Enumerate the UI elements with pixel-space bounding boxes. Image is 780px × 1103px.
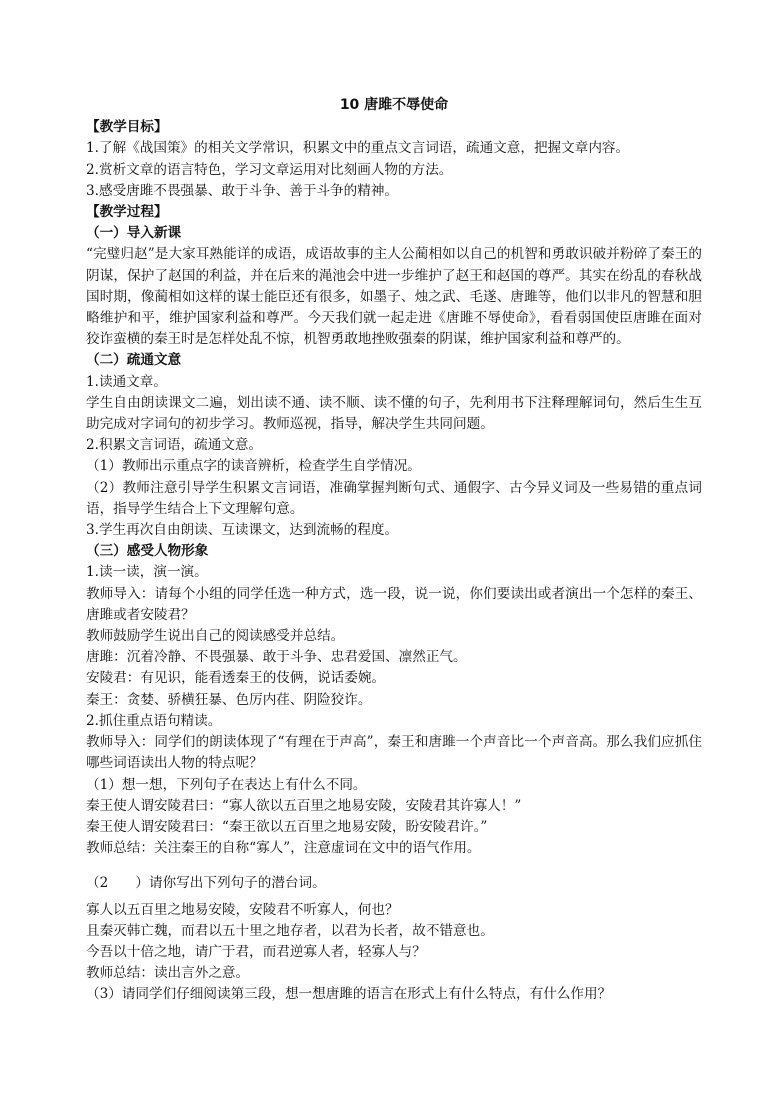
character-line: 教师鼓励学生说出自己的阅读感受并总结。 [86, 628, 345, 645]
comprehension-line: 1.读通文章。 [86, 373, 167, 390]
document-body [86, 95, 702, 1006]
subtext-line: 且秦灭韩亡魏，而君以五十里之地存者，以君为长者，故不错意也。 [86, 922, 494, 939]
objective-item-1: 1.了解《战国策》的相关文学常识，积累文中的重点文言词语，疏通文意，把握文章内容。 [86, 140, 630, 157]
character-line: 2.抓住重点语句精读。 [86, 712, 222, 729]
subheading-comprehension: （二）疏通文意 [86, 352, 182, 369]
comprehension-line: 学生自由朗读课文二遍，划出读不通、读不顺、读不懂的句子，先利用书下注释理解词句，然后生生互助完成对字词句的初步学习。教师巡视，指导，解决学生共同问题。 [86, 394, 702, 433]
subheading-intro: （一）导入新课 [86, 225, 182, 242]
section-heading-process: 【教学过程】 [86, 204, 168, 221]
subtext-line: 今吾以十倍之地，请广于君，而君逆寡人者，轻寡人与？ [86, 943, 426, 960]
character-line: 1.读一读，演一演。 [86, 564, 208, 581]
comprehension-line: 2.积累文言词语，疏通文意。 [86, 437, 263, 454]
character-line: 教师总结：关注秦王的自称“寡人”，注意虚词在文中的语气作用。 [86, 840, 481, 857]
character-line: 唐雎：沉着冷静、不畏强暴、敢于斗争、忠君爱国、凛然正气。 [86, 649, 467, 666]
objective-item-2: 2.赏析文章的语言特色，学习文章运用对比刻画人物的方法。 [86, 161, 453, 178]
section-heading-objectives: 【教学目标】 [86, 119, 168, 136]
subtext-line: （3）请同学们仔细阅读第三段，想一想唐雎的语言在形式上有什么特点，有什么作用？ [86, 986, 612, 1003]
character-line: 教师导入：请每个小组的同学任选一种方式，选一段，说一说，你们要读出或者演出一个怎样的秦王、唐雎或者安陵君？ [86, 585, 702, 623]
objective-item-3: 3.感受唐雎不畏强暴、敢于斗争、善于斗争的精神。 [86, 182, 399, 199]
subheading-characters: （三）感受人物形象 [86, 543, 209, 560]
subtext-line: 教师总结：读出言外之意。 [86, 965, 250, 982]
character-line: 安陵君：有见识，能看透秦王的伎俩，说话委婉。 [86, 670, 386, 687]
character-line: 秦王：贪婪、骄横狂暴、色厉内荏、阴险狡诈。 [86, 691, 372, 708]
comprehension-line: （1）教师出示重点字的读音辨析，检查学生自学情况。 [86, 458, 421, 475]
character-line: 教师导入：同学们的朗读体现了“有理在于声高”，秦王和唐雎一个声音比一个声音高。那么我们应抓住哪些词语读出人物的特点呢？ [86, 734, 702, 772]
document-title: 10 唐雎不辱使命 [339, 97, 449, 113]
comprehension-line: （2）教师注意引导学生积累文言词语，准确掌握判断句式、通假字、古今异义词及一些易错的重点词语，指导学生结合上下文理解句意。 [86, 479, 702, 517]
character-line: 秦王使人谓安陵君曰：“寡人欲以五百里之地易安陵，安陵君其许寡人！” [86, 797, 522, 814]
character-line: 秦王使人谓安陵君曰：“秦王欲以五百里之地易安陵，盼安陵君许。” [86, 818, 488, 835]
subtext-line: 寡人以五百里之地易安陵，安陵君不听寡人，何也？ [86, 901, 399, 918]
comprehension-line: 3.学生再次自由朗读、互读课文，达到流畅的程度。 [86, 522, 399, 539]
intro-paragraph: “完璧归赵”是大家耳熟能详的成语，成语故事的主人公蔺相如以自己的机智和勇敢识破并粉碎了秦王的阴谋，保护了赵国的利益，并在后来的渑池会中进一步维护了赵王和赵国的尊严。其实在纷乱的春秋战国时期，像蔺相如这样的谋士能臣还有很多，如墨子、烛之武、毛遂、唐雎等，他们以非凡的智慧和胆略维护和平，维护国家利益和尊严。今天我们就一起走进《唐雎不辱使命》，看看弱国使臣唐雎在面对狡诈蛮横的秦王时是怎样处乱不惊，机智勇敢地挫败强秦的阴谋，维护国家利益和尊严的。 [86, 246, 702, 348]
spacer [86, 859, 702, 873]
subtext-line: （2 ）请你写出下列句子的潜台词。 [86, 875, 326, 892]
character-line: （1）想一想，下列句子在表达上有什么不同。 [86, 776, 367, 793]
